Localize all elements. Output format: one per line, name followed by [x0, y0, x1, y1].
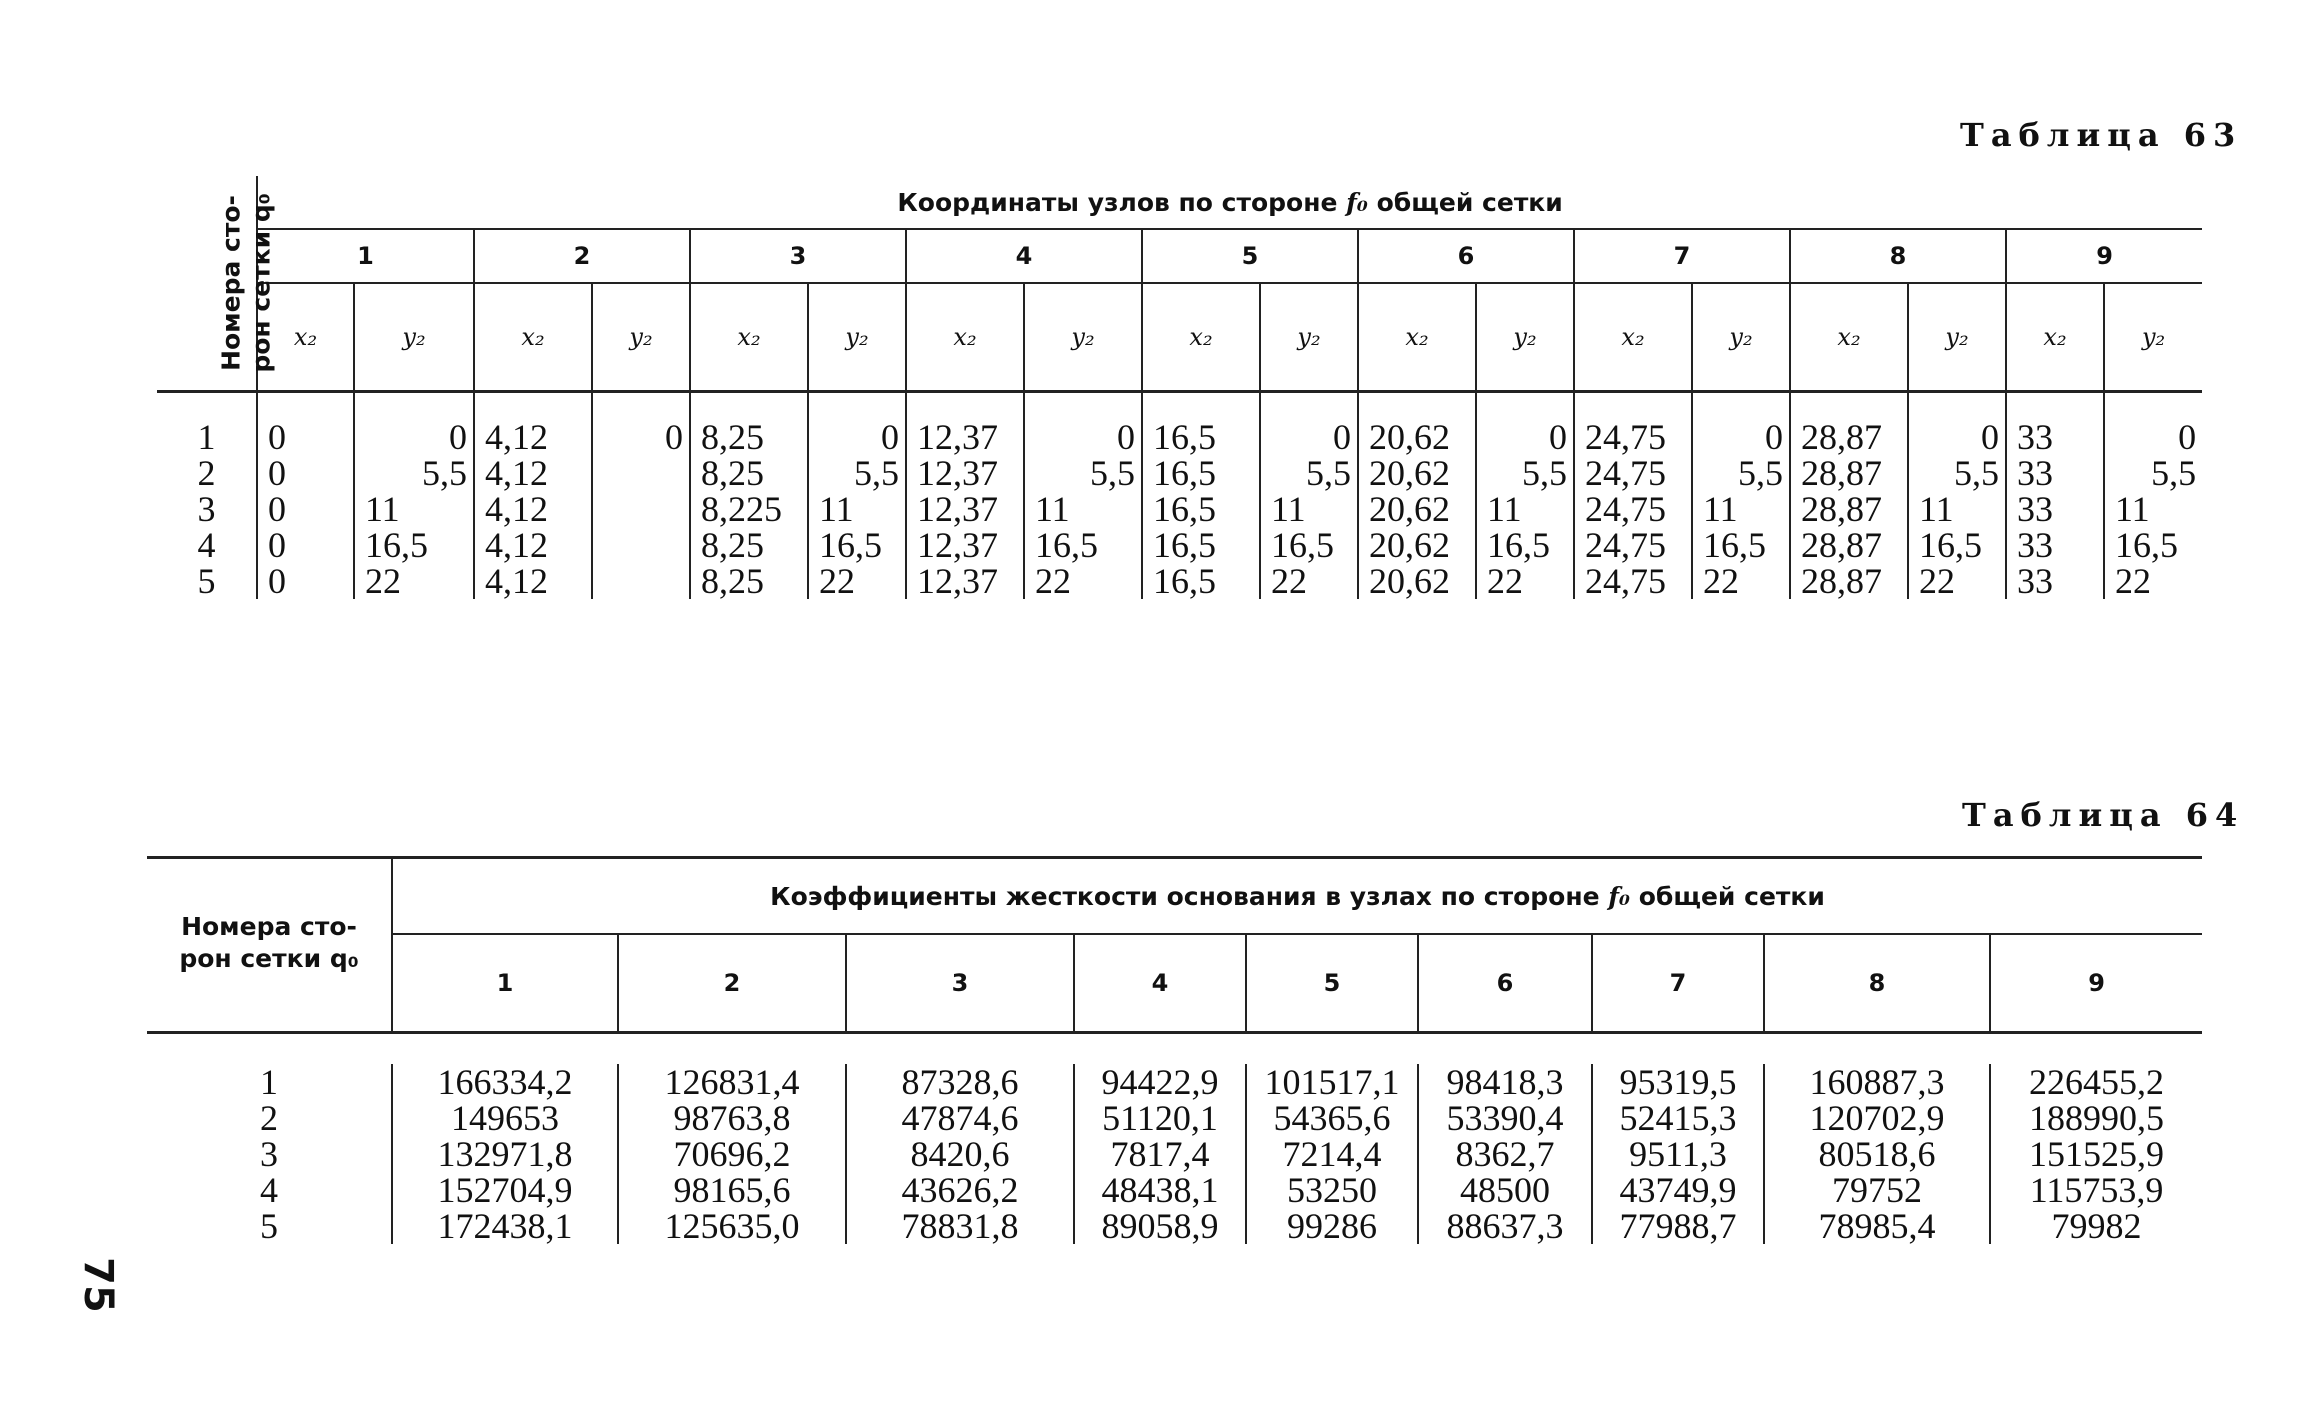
- table63-y-cell: 16,5: [808, 527, 906, 563]
- table64-value-cell: 43626,2: [846, 1172, 1074, 1208]
- table63-group-header: 5: [1142, 229, 1358, 283]
- table64-value-cell: 70696,2: [618, 1136, 846, 1172]
- table63-y-cell: 0: [592, 419, 690, 455]
- table63-x-cell: 12,37: [906, 563, 1024, 599]
- table63-x-cell: 8,25: [690, 419, 808, 455]
- table63-y-cell: 5,5: [1908, 455, 2006, 491]
- table63-x-cell: 24,75: [1574, 419, 1692, 455]
- table63-y-cell: 5,5: [1692, 455, 1790, 491]
- table64-group-header: 3: [846, 934, 1074, 1033]
- table64-value-cell: 79982: [1990, 1208, 2202, 1244]
- table64-value-cell: 43749,9: [1592, 1172, 1764, 1208]
- table63-y-cell: 22: [1024, 563, 1142, 599]
- table63-y-cell: 0: [2104, 419, 2202, 455]
- table63-x-cell: 20,62: [1358, 563, 1476, 599]
- table63-x-cell: 12,37: [906, 527, 1024, 563]
- table64-value-cell: 120702,9: [1764, 1100, 1990, 1136]
- table63-x-cell: 0: [257, 563, 354, 599]
- table64-value-cell: 79752: [1764, 1172, 1990, 1208]
- table63-x-header: x₂: [906, 283, 1024, 392]
- table63-y-cell: 11: [1260, 491, 1358, 527]
- table63-x-cell: 16,5: [1142, 455, 1260, 491]
- table63-y-cell: 11: [808, 491, 906, 527]
- table63-group-header: 2: [474, 229, 690, 283]
- table63-x-cell: 33: [2006, 563, 2104, 599]
- table64-group-header: 5: [1246, 934, 1418, 1033]
- table63-y-cell: 22: [1908, 563, 2006, 599]
- table64-value-cell: 98165,6: [618, 1172, 846, 1208]
- table64-value-cell: 101517,1: [1246, 1064, 1418, 1100]
- table63-row-number: 4: [157, 527, 257, 563]
- table63-x-cell: 12,37: [906, 455, 1024, 491]
- table63-y-header: y₂: [592, 283, 690, 392]
- table63-x-cell: 0: [257, 491, 354, 527]
- table64-group-header: 7: [1592, 934, 1764, 1033]
- table63-x-header: x₂: [1358, 283, 1476, 392]
- table63-y-cell: 16,5: [2104, 527, 2202, 563]
- table64-row-number: 5: [147, 1208, 392, 1244]
- table64-value-cell: 53250: [1246, 1172, 1418, 1208]
- table63-group-header: 8: [1790, 229, 2006, 283]
- table63-x-cell: 28,87: [1790, 563, 1908, 599]
- table64-value-cell: 54365,6: [1246, 1100, 1418, 1136]
- table63-group-header: 1: [257, 229, 474, 283]
- table64-row-number: 2: [147, 1100, 392, 1136]
- table63-y-cell: 16,5: [1908, 527, 2006, 563]
- table63-x-cell: 0: [257, 455, 354, 491]
- table63-x-cell: 16,5: [1142, 527, 1260, 563]
- table63-span-header: Координаты узлов по стороне f₀ общей сетки: [257, 176, 2202, 229]
- table63-group-header: 6: [1358, 229, 1574, 283]
- table63-y-cell: 11: [1476, 491, 1574, 527]
- table63-x-header: x₂: [1142, 283, 1260, 392]
- table63-y-header: y₂: [1908, 283, 2006, 392]
- table64-value-cell: 7817,4: [1074, 1136, 1246, 1172]
- table64-value-cell: 51120,1: [1074, 1100, 1246, 1136]
- table63-y-header: y₂: [808, 283, 906, 392]
- table64-value-cell: 8420,6: [846, 1136, 1074, 1172]
- table63-y-cell: 0: [354, 419, 474, 455]
- table64-caption: Таблица 64: [1962, 796, 2245, 834]
- table63-x-cell: 4,12: [474, 419, 592, 455]
- table64-value-cell: 80518,6: [1764, 1136, 1990, 1172]
- table63-row: [157, 455, 2202, 491]
- table63-y-cell: [592, 527, 690, 563]
- table63-x-cell: 12,37: [906, 419, 1024, 455]
- table64-value-cell: 53390,4: [1418, 1100, 1592, 1136]
- table64-value-cell: 188990,5: [1990, 1100, 2202, 1136]
- table63-x-cell: 12,37: [906, 491, 1024, 527]
- table63-x-cell: 24,75: [1574, 491, 1692, 527]
- table63-x-cell: 28,87: [1790, 491, 1908, 527]
- table63-y-header: y₂: [1692, 283, 1790, 392]
- table63-x-cell: 20,62: [1358, 527, 1476, 563]
- table64-value-cell: 95319,5: [1592, 1064, 1764, 1100]
- table63-x-cell: 4,12: [474, 563, 592, 599]
- table63-y-cell: 0: [808, 419, 906, 455]
- table63-y-cell: 5,5: [808, 455, 906, 491]
- table63-x-cell: 24,75: [1574, 563, 1692, 599]
- table63-y-header: y₂: [354, 283, 474, 392]
- table63-row: [157, 419, 2202, 455]
- table63-x-cell: 8,225: [690, 491, 808, 527]
- table64-value-cell: 149653: [392, 1100, 618, 1136]
- table63-x-cell: 33: [2006, 527, 2104, 563]
- table63-x-header: x₂: [2006, 283, 2104, 392]
- table63-y-cell: 11: [1692, 491, 1790, 527]
- table64-value-cell: 160887,3: [1764, 1064, 1990, 1100]
- table63-y-cell: 5,5: [1024, 455, 1142, 491]
- table63-x-cell: 28,87: [1790, 455, 1908, 491]
- table63-y-cell: 0: [1692, 419, 1790, 455]
- table64-row-number: 3: [147, 1136, 392, 1172]
- table63-x-cell: 16,5: [1142, 419, 1260, 455]
- table63-x-cell: 16,5: [1142, 563, 1260, 599]
- table63-y-cell: 5,5: [1476, 455, 1574, 491]
- table64-row: [147, 1100, 2202, 1136]
- table63-group-header: 3: [690, 229, 906, 283]
- table63-row-number: 2: [157, 455, 257, 491]
- table63-x-cell: 20,62: [1358, 491, 1476, 527]
- table64-value-cell: 152704,9: [392, 1172, 618, 1208]
- table63-y-cell: 22: [1476, 563, 1574, 599]
- table63-y-cell: 22: [1260, 563, 1358, 599]
- table64-value-cell: 94422,9: [1074, 1064, 1246, 1100]
- table63-x-cell: 4,12: [474, 455, 592, 491]
- page-number: 75: [74, 1257, 121, 1313]
- table63-x-cell: 20,62: [1358, 419, 1476, 455]
- table64-value-cell: 47874,6: [846, 1100, 1074, 1136]
- table64-value-cell: 8362,7: [1418, 1136, 1592, 1172]
- table64-group-header: 9: [1990, 934, 2202, 1033]
- table63-y-cell: [592, 563, 690, 599]
- table63-y-cell: 0: [1260, 419, 1358, 455]
- table64-row: [147, 1172, 2202, 1208]
- table63-y-cell: 16,5: [1692, 527, 1790, 563]
- table63-row: [157, 563, 2202, 599]
- table63-y-cell: [592, 491, 690, 527]
- table63-x-cell: 8,25: [690, 563, 808, 599]
- table63-y-cell: 16,5: [1024, 527, 1142, 563]
- table64-value-cell: 52415,3: [1592, 1100, 1764, 1136]
- table63-y-cell: 22: [2104, 563, 2202, 599]
- table63-group-header: 4: [906, 229, 1142, 283]
- table64-row: [147, 1208, 2202, 1244]
- table63-x-header: x₂: [474, 283, 592, 392]
- table63-x-cell: 20,62: [1358, 455, 1476, 491]
- table64-group-header: 1: [392, 934, 618, 1033]
- table64-value-cell: 226455,2: [1990, 1064, 2202, 1100]
- table63-y-cell: 22: [1692, 563, 1790, 599]
- table63-row-number: 3: [157, 491, 257, 527]
- table63-y-cell: 16,5: [1260, 527, 1358, 563]
- table63-x-cell: 8,25: [690, 455, 808, 491]
- table63-x-cell: 33: [2006, 491, 2104, 527]
- table63-y-cell: 0: [1024, 419, 1142, 455]
- table64-stub-header: Номера сто- рон сетки q₀: [147, 858, 392, 1033]
- table64-value-cell: 99286: [1246, 1208, 1418, 1244]
- table64-row-number: 1: [147, 1064, 392, 1100]
- table64: [147, 856, 2202, 1296]
- table63-y-cell: 11: [1024, 491, 1142, 527]
- table64-value-cell: 78831,8: [846, 1208, 1074, 1244]
- table63-caption: Таблица 63: [1960, 116, 2243, 154]
- table63-x-header: x₂: [690, 283, 808, 392]
- table63-y-cell: 11: [2104, 491, 2202, 527]
- table63-x-cell: 0: [257, 527, 354, 563]
- table64-group-header: 4: [1074, 934, 1246, 1033]
- table63-group-header: 7: [1574, 229, 1790, 283]
- table63-y-cell: 22: [354, 563, 474, 599]
- table63-y-cell: 11: [354, 491, 474, 527]
- table64-value-cell: 172438,1: [392, 1208, 618, 1244]
- table63-y-cell: 5,5: [2104, 455, 2202, 491]
- table64-value-cell: 77988,7: [1592, 1208, 1764, 1244]
- table63: [157, 176, 2202, 599]
- table63-y-cell: 11: [1908, 491, 2006, 527]
- table63-y-cell: 0: [1476, 419, 1574, 455]
- table63-x-cell: 4,12: [474, 491, 592, 527]
- table64-group-header: 2: [618, 934, 846, 1033]
- table64-value-cell: 132971,8: [392, 1136, 618, 1172]
- table63-y-cell: 0: [1908, 419, 2006, 455]
- table64-value-cell: 78985,4: [1764, 1208, 1990, 1244]
- table63-y-cell: [592, 455, 690, 491]
- table63-y-cell: 5,5: [1260, 455, 1358, 491]
- table63-y-cell: 22: [808, 563, 906, 599]
- table64-value-cell: 125635,0: [618, 1208, 846, 1244]
- table63-row: [157, 491, 2202, 527]
- table64-row-number: 4: [147, 1172, 392, 1208]
- table64-value-cell: 115753,9: [1990, 1172, 2202, 1208]
- table64-value-cell: 98418,3: [1418, 1064, 1592, 1100]
- table63-x-header: x₂: [257, 283, 354, 392]
- table64-value-cell: 7214,4: [1246, 1136, 1418, 1172]
- table64-value-cell: 87328,6: [846, 1064, 1074, 1100]
- table64-value-cell: 89058,9: [1074, 1208, 1246, 1244]
- table64-value-cell: 48500: [1418, 1172, 1592, 1208]
- table63-x-cell: 0: [257, 419, 354, 455]
- table64-value-cell: 98763,8: [618, 1100, 846, 1136]
- table63-row-number: 5: [157, 563, 257, 599]
- table63-x-header: x₂: [1574, 283, 1692, 392]
- table64-group-header: 6: [1418, 934, 1592, 1033]
- table64-value-cell: 9511,3: [1592, 1136, 1764, 1172]
- table63-group-header: 9: [2006, 229, 2202, 283]
- table63-y-header: y₂: [1260, 283, 1358, 392]
- table63-x-header: x₂: [1790, 283, 1908, 392]
- table63-x-cell: 28,87: [1790, 419, 1908, 455]
- table64-value-cell: 88637,3: [1418, 1208, 1592, 1244]
- table64-value-cell: 126831,4: [618, 1064, 846, 1100]
- table63-row: [157, 527, 2202, 563]
- table63-y-header: y₂: [2104, 283, 2202, 392]
- table63-x-cell: 4,12: [474, 527, 592, 563]
- table64-row: [147, 1064, 2202, 1100]
- table63-y-cell: 5,5: [354, 455, 474, 491]
- table63-x-cell: 33: [2006, 455, 2104, 491]
- table63-x-cell: 8,25: [690, 527, 808, 563]
- table64-value-cell: 48438,1: [1074, 1172, 1246, 1208]
- table63-stub-header: Номера сто- рон сетки q₀: [157, 176, 257, 392]
- table64-span-header: Коэффициенты жесткости основания в узлах по стороне f₀ общей сетки: [392, 858, 2202, 935]
- table63-y-cell: 16,5: [354, 527, 474, 563]
- table63-x-cell: 28,87: [1790, 527, 1908, 563]
- table63-x-cell: 24,75: [1574, 455, 1692, 491]
- table63-x-cell: 24,75: [1574, 527, 1692, 563]
- table63-y-cell: 16,5: [1476, 527, 1574, 563]
- table64-value-cell: 151525,9: [1990, 1136, 2202, 1172]
- table63-y-header: y₂: [1024, 283, 1142, 392]
- table63-row-number: 1: [157, 419, 257, 455]
- table64-row: [147, 1136, 2202, 1172]
- table63-x-cell: 16,5: [1142, 491, 1260, 527]
- table63-y-header: y₂: [1476, 283, 1574, 392]
- table63-x-cell: 33: [2006, 419, 2104, 455]
- table64-group-header: 8: [1764, 934, 1990, 1033]
- table64-value-cell: 166334,2: [392, 1064, 618, 1100]
